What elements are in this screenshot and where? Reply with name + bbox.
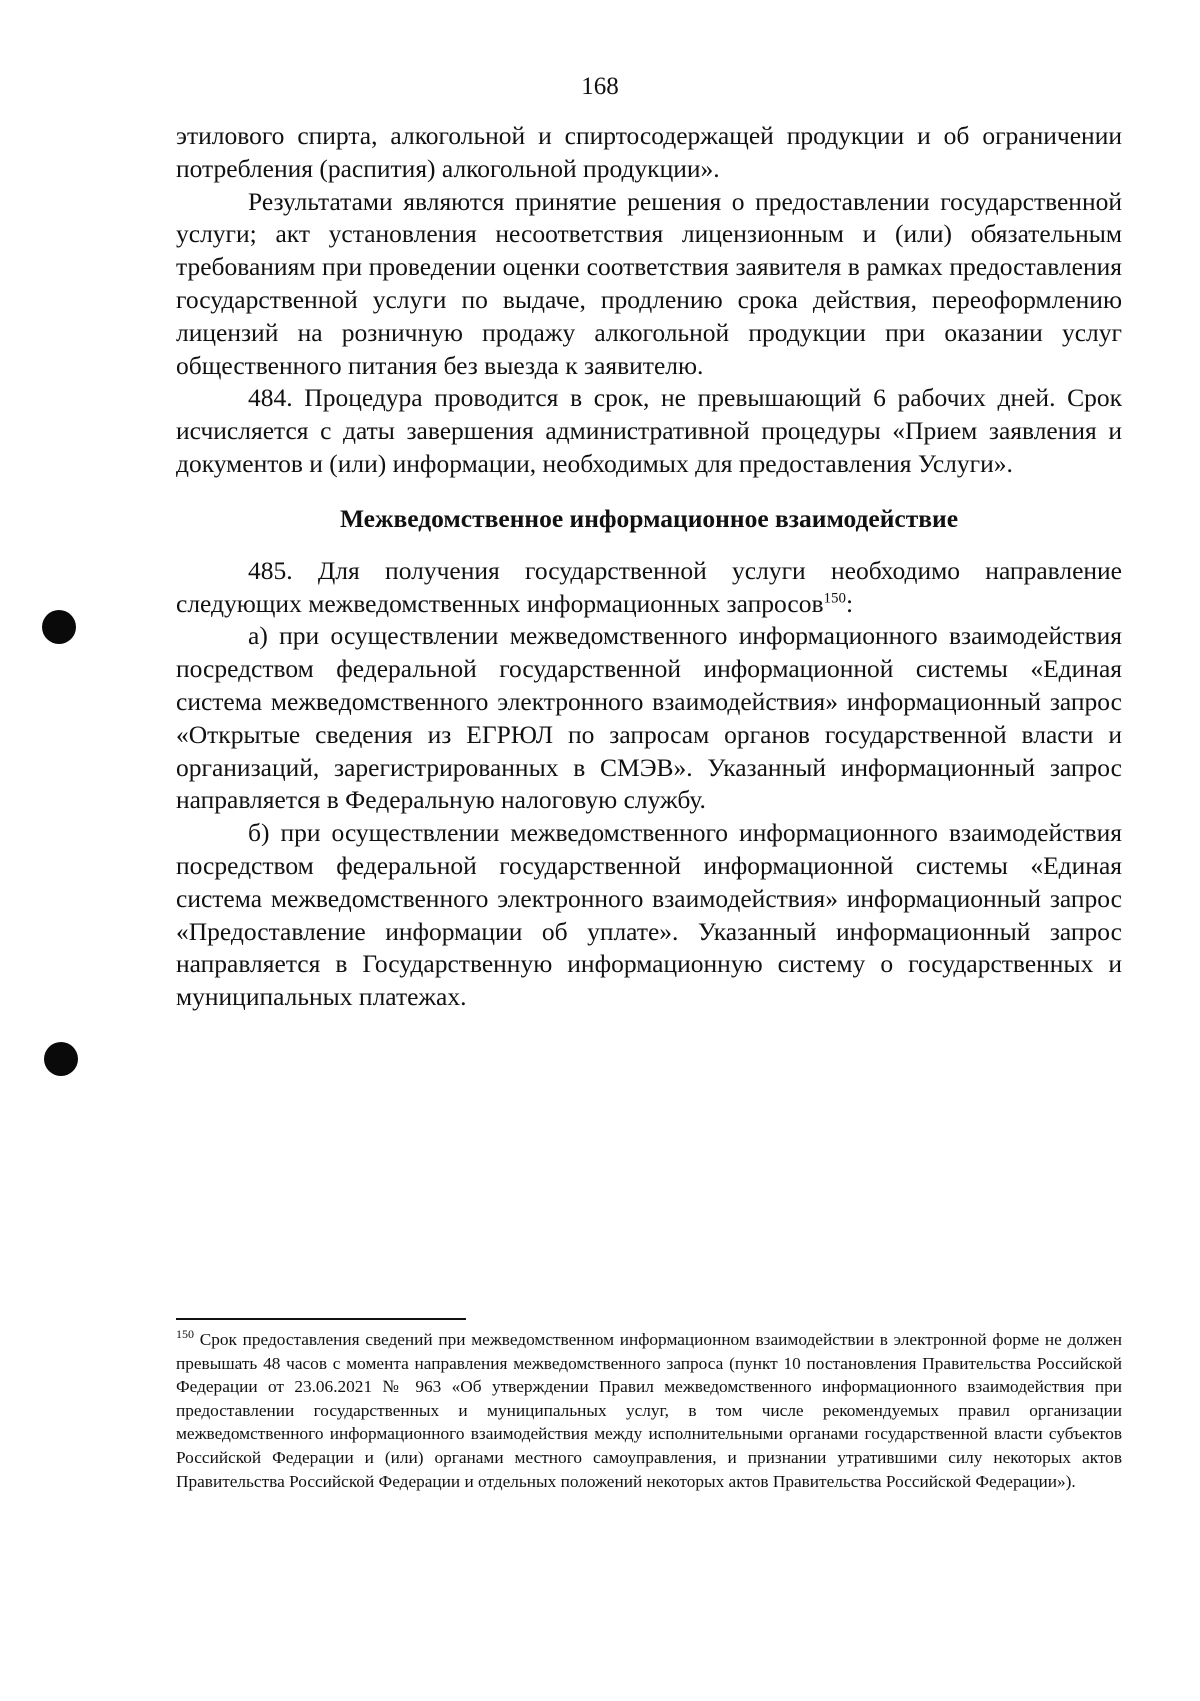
- document-body: [176, 120, 1122, 1014]
- footnote: [176, 1328, 1122, 1493]
- paragraph-485-colon: :: [846, 588, 854, 618]
- punch-hole-mark: [42, 610, 76, 644]
- paragraph-continuation: этилового спирта, алкогольной и спиртосодержащей продукции и об ограничении потребления (распития) алкогольной продукции».: [176, 121, 1122, 183]
- footnote-number: 150: [176, 1327, 194, 1342]
- paragraph-results: Результатами являются принятие решения о предоставлении государственной услуги; акт установления несоответствия лицензионным и (или) обязательным требованиям при проведении оценки соответствия заявителя в рамках предоставления государственной услуги по выдаче, продлению срока действия, переоформлению лицензий на розничную продажу алкогольной продукции при оказании услуг общественного питания без выезда к заявителю.: [176, 186, 1122, 380]
- paragraph-484: 484. Процедура проводится в срок, не превышающий 6 рабочих дней. Срок исчисляется с даты завершения административной процедуры «Прием заявления и документов и (или) информации, необходимых для предоставления Услуги».: [176, 383, 1122, 478]
- list-item-a: а) при осуществлении межведомственного информационного взаимодействия посредством федеральной государственной информационной системы «Единая система межведомственного электронного взаимодействия» информационный запрос «Открытые сведения из ЕГРЮЛ по запросам органов государственной власти и организаций, зарегистрированных в СМЭВ». Указанный информационный запрос направляется в Федеральную налоговую службу.: [176, 621, 1122, 815]
- footnote-separator: [176, 1318, 466, 1320]
- paragraph-485-text: 485. Для получения государственной услуги необходимо направление следующих межведомственных информационных запросов: [176, 555, 1122, 618]
- list-item-b: б) при осуществлении межведомственного информационного взаимодействия посредством федеральной государственной информационной системы «Единая система межведомственного электронного взаимодействия» информационный запрос «Предоставление информации об уплате». Указанный информационный запрос направляется в Государственную информационную систему о государственных и муниципальных платежах.: [176, 818, 1122, 1012]
- paragraph-485: [176, 555, 1122, 621]
- section-heading: Межведомственное информационное взаимодействие: [339, 503, 959, 533]
- punch-hole-mark: [44, 1042, 78, 1076]
- page-number: 168: [581, 73, 619, 100]
- footnote-text: Срок предоставления сведений при межведомственном информационном взаимодействии в электронной форме не должен превышать 48 часов с момента направления межведомственного запроса (пункт 10 постановления Правительства Российской Федерации от 23.06.2021 № 963 «Об утверждении Правил межведомственного информационного взаимодействия при предоставлении государственных и муниципальных услуг, в том числе рекомендуемых правил организации межведомственного информационного взаимодействия между исполнительными органами государственной власти субъектов Российской Федерации и (или) органами местного самоуправления, и признании утратившими силу некоторых актов Правительства Российской Федерации и отдельных положений некоторых актов Правительства Российской Федерации»).: [176, 1330, 1122, 1491]
- footnote-reference: 150: [823, 590, 846, 607]
